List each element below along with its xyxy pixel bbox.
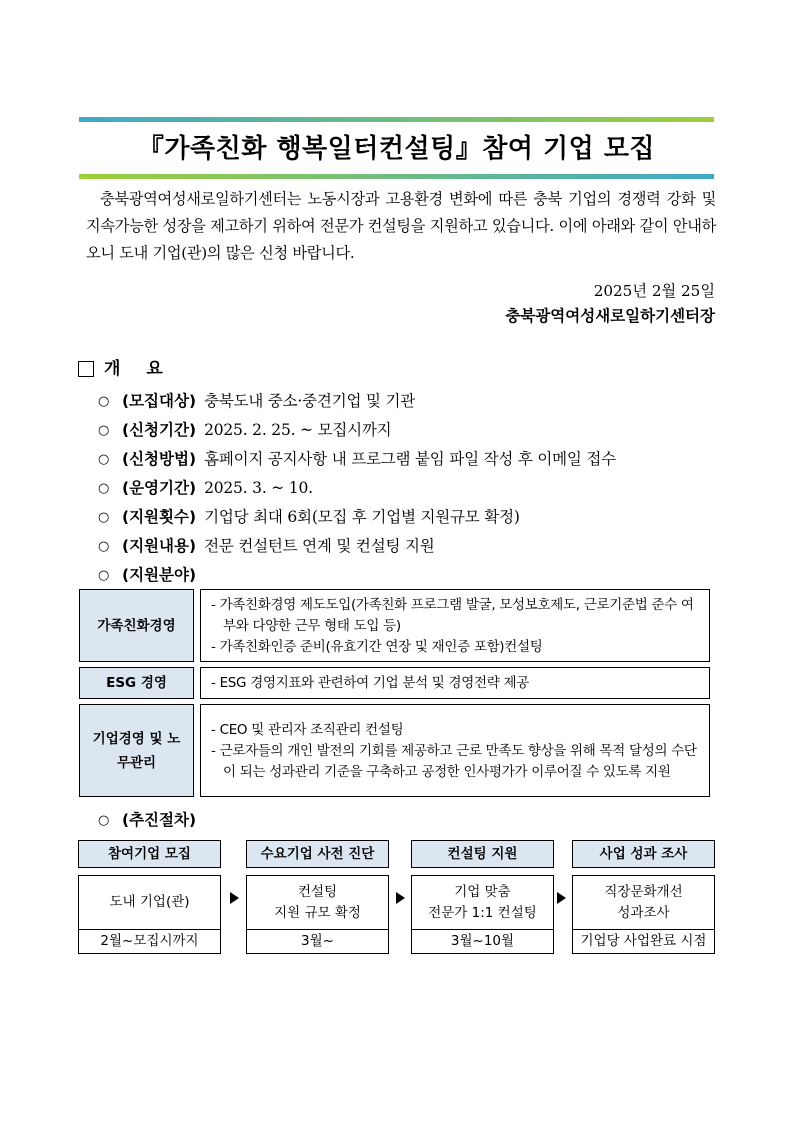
- step-line: 도내 기업(관): [109, 894, 190, 910]
- step-line: 성과조사: [617, 904, 670, 921]
- step-body: [572, 875, 715, 930]
- item-value: 2025. 2. 25. ~ 모집시까지: [204, 421, 392, 439]
- step-body: [78, 875, 221, 930]
- bullet-circle-icon: ○: [98, 510, 110, 525]
- list-item: [98, 387, 738, 416]
- list-item: [98, 445, 738, 474]
- page-title: 『가족친화 행복일터컨설팅』참여 기업 모집: [137, 134, 656, 164]
- item-key: (신청기간): [122, 421, 197, 439]
- step-title: 사업 성과 조사: [572, 840, 715, 868]
- item-value: 충북도내 중소·중견기업 및 기관: [204, 392, 416, 410]
- step-line: 직장문화개선: [604, 883, 683, 900]
- bullet-circle-icon: ○: [98, 394, 110, 409]
- title-bar-bottom: [79, 174, 714, 179]
- list-item: [98, 416, 738, 445]
- field-row: [79, 704, 710, 797]
- item-key: (지원분야): [122, 566, 197, 584]
- list-item: [98, 503, 738, 532]
- checkbox-icon: [78, 361, 94, 377]
- step-title: 수요기업 사전 진단: [246, 840, 389, 868]
- issuing-organization: 충북광역여성새로일하기센터장: [505, 307, 715, 325]
- step-title: 컨설팅 지원: [411, 840, 554, 868]
- arrow-right-icon: [396, 892, 405, 904]
- arrow-right-icon: [230, 892, 239, 904]
- process-step: [78, 840, 221, 954]
- step-body: [411, 875, 554, 930]
- field-name: 기업경영 및 노무관리: [79, 704, 194, 797]
- section-overview-label: 개요: [104, 359, 189, 379]
- bullet-circle-icon: ○: [98, 568, 110, 583]
- item-value: 전문 컨설턴트 연계 및 컨설팅 지원: [204, 537, 435, 555]
- field-description: [200, 667, 710, 699]
- field-row: [79, 589, 710, 662]
- field-line: - 근로자들의 개인 발전의 기회를 제공하고 근로 만족도 향상을 위해 목적 달성의 수단이 되는 성과관리 기준을 구축하고 공정한 인사평가가 이루어질 수 있도록 지원: [211, 742, 697, 780]
- bullet-circle-icon: ○: [98, 423, 110, 438]
- item-key: (신청방법): [122, 450, 197, 468]
- step-time: 2월~모집시까지: [78, 930, 221, 954]
- bullet-circle-icon: ○: [98, 813, 110, 828]
- item-key: (지원내용): [122, 537, 197, 555]
- bullet-circle-icon: ○: [98, 539, 110, 554]
- process-step: [246, 840, 389, 954]
- field-line: - 가족친화인증 준비(유효기간 연장 및 재인증 포함)컨설팅: [211, 638, 543, 655]
- bullet-circle-icon: ○: [98, 481, 110, 496]
- item-key: (운영기간): [122, 479, 197, 497]
- list-item: [98, 561, 738, 590]
- field-line: - 가족친화경영 제도도입(가족친화 프로그램 발굴, 모성보호제도, 근로기준법 준수 여부와 다양한 근무 형태 도입 등): [211, 596, 694, 634]
- item-value: 2025. 3. ~ 10.: [204, 479, 313, 497]
- step-line: 컨설팅: [297, 883, 338, 900]
- step-line: 기업 맞춤: [454, 883, 511, 900]
- overview-list: [98, 387, 738, 590]
- step-time: 기업당 사업완료 시점: [572, 930, 715, 954]
- process-title: (추진절차): [122, 811, 197, 829]
- step-line: 전문가 1:1 컨설팅: [428, 904, 537, 921]
- notice-date: 2025년 2월 25일: [593, 282, 715, 300]
- field-name: ESG 경영: [79, 667, 194, 699]
- section-overview-heading: [78, 356, 189, 382]
- field-description: [200, 704, 710, 797]
- arrow-right-icon: [557, 892, 566, 904]
- process-heading: [98, 806, 196, 835]
- step-time: 3월~10월: [411, 930, 554, 954]
- field-description: [200, 589, 710, 662]
- step-title: 참여기업 모집: [78, 840, 221, 868]
- field-line: - ESG 경영지표와 관련하여 기업 분석 및 경영전략 제공: [211, 675, 529, 691]
- process-step: [411, 840, 554, 954]
- field-line: - CEO 및 관리자 조직관리 컨설팅: [211, 721, 404, 738]
- intro-paragraph: 충북광역여성새로일하기센터는 노동시장과 고용환경 변화에 따른 충북 기업의 경쟁력 강화 및 지속가능한 성장을 제고하기 위하여 전문가 컨설팅을 지원하고 있습니다. 이에 아래와 같이 안내하오니 도내 기업(관)의 많은 신청 바랍니다.: [86, 190, 716, 262]
- title-bar-top: [79, 117, 714, 122]
- bullet-circle-icon: ○: [98, 452, 110, 467]
- field-row: [79, 667, 710, 699]
- item-key: (모집대상): [122, 392, 197, 410]
- process-step: [572, 840, 715, 954]
- field-name: 가족친화경영: [79, 589, 194, 662]
- step-time: 3월~: [246, 930, 389, 954]
- item-value: 홈페이지 공지사항 내 프로그램 붙임 파일 작성 후 이메일 접수: [204, 450, 616, 468]
- list-item: [98, 532, 738, 561]
- step-body: [246, 875, 389, 930]
- item-key: (지원횟수): [122, 508, 197, 526]
- item-value: 기업당 최대 6회(모집 후 기업별 지원규모 확정): [204, 508, 520, 526]
- step-line: 지원 규모 확정: [274, 904, 361, 921]
- list-item: [98, 474, 738, 503]
